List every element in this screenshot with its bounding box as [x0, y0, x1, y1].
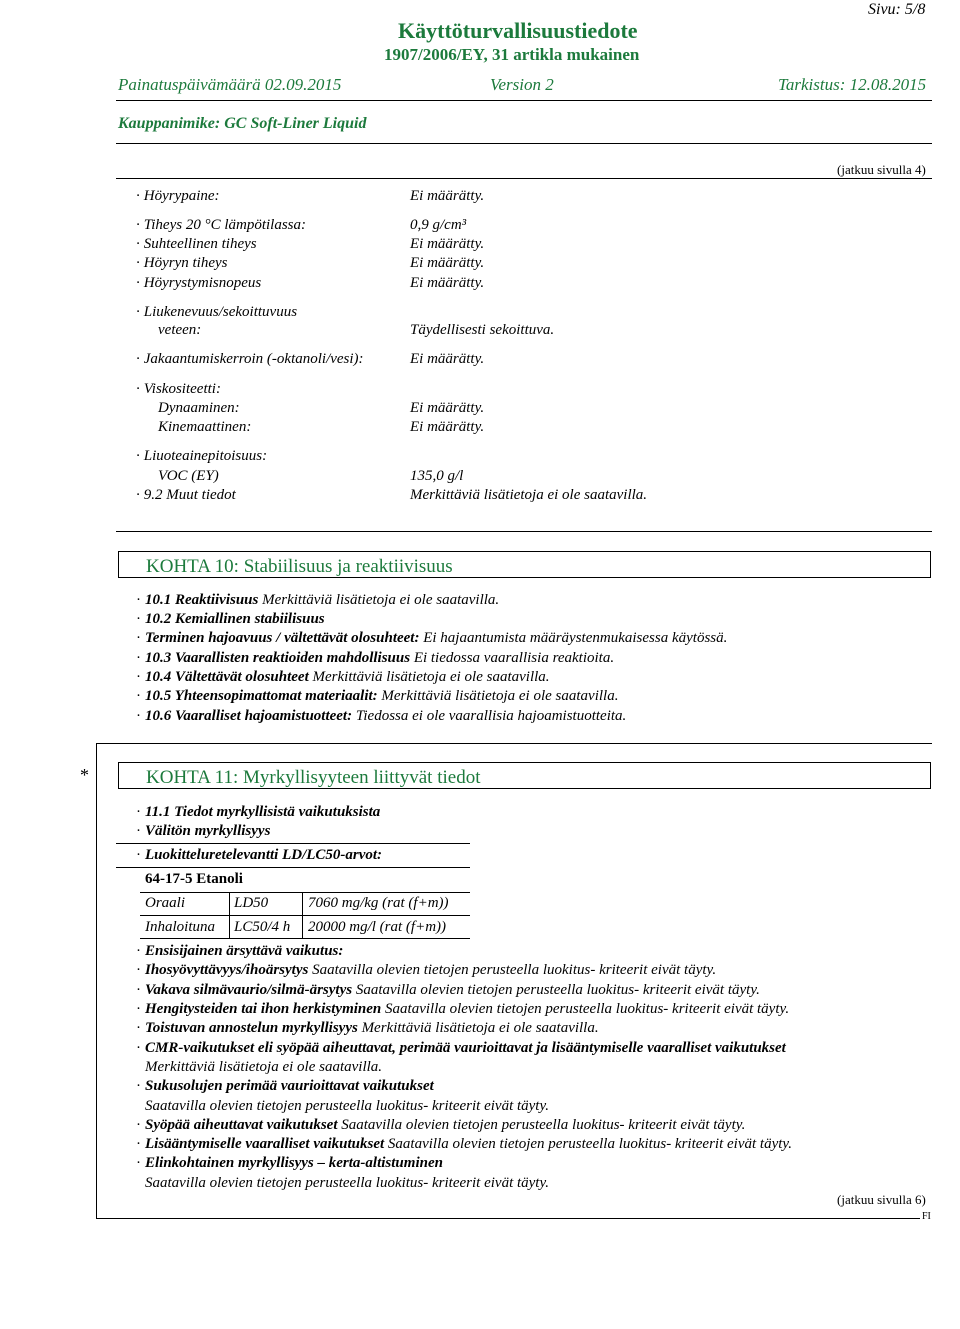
- s11-repeated-dose: · Toistuvan annostelun myrkyllisyys Merkittäviä lisätietoja ei ole saatavilla.: [136, 1020, 599, 1036]
- dynamic-value: Ei määrätty.: [410, 400, 485, 416]
- s11-toxic-effects: · 11.1 Tiedot myrkyllisistä vaikutuksista: [136, 804, 381, 820]
- s11-cmr-effects: · CMR-vaikutukset eli syöpää aiheuttavat, perimää vaurioittavat ja lisääntymiselle vaaralliset vaikutukset: [136, 1040, 786, 1056]
- vapour-pressure-value: Ei määrätty.: [410, 188, 485, 204]
- s10-stability: · 10.2 Kemiallinen stabiilisuus: [136, 611, 325, 627]
- s10-thermal: · Terminen hajoavuus / vältettävät olosuhteet: Ei hajaantumista määräystenmukaisessa käytössä.: [136, 630, 728, 646]
- section-10-header: KOHTA 10: Stabiilisuus ja reaktiivisuus: [118, 551, 931, 578]
- s11-eye-damage: · Vakava silmävaurio/silmä-ärsytys Saatavilla olevien tietojen perusteella luokitus- kriteerit eivät täyty.: [136, 982, 760, 998]
- solubility-label: · Liukenevuus/sekoittuvuus: [136, 304, 298, 320]
- substance-name: 64-17-5 Etanoli: [145, 871, 243, 887]
- vapour-density-value: Ei määrätty.: [410, 255, 485, 271]
- voc-value: 135,0 g/l: [410, 468, 464, 484]
- header-rule: [116, 100, 932, 101]
- ld50-value: 7060 mg/kg (rat (f+m)): [308, 895, 449, 911]
- s11-stot-single: · Elinkohtainen myrkyllisyys – kerta-altistuminen: [136, 1155, 443, 1171]
- s10-conditions: · 10.4 Vältettävät olosuhteet Merkittäviä lisätietoja ei ole saatavilla.: [136, 669, 550, 685]
- ld-table-top: [140, 892, 470, 893]
- ld-table-col1: [229, 892, 230, 938]
- ld50-label: LD50: [234, 895, 269, 911]
- revision-rule-top: [96, 743, 932, 744]
- solvent-label: · Liuoteainepitoisuus:: [136, 448, 268, 464]
- header-rule-2: [116, 143, 932, 144]
- document-title: Käyttöturvallisuustiedote: [398, 18, 638, 43]
- ld-box-rule: [116, 867, 470, 868]
- density-label: · Tiheys 20 °C lämpötilassa:: [136, 217, 307, 233]
- s11-primary-irritant: · Ensisijainen ärsyttävä vaikutus:: [136, 943, 344, 959]
- trade-name: Kauppanimike: GC Soft-Liner Liquid: [118, 115, 367, 132]
- continued-to: (jatkuu sivulla 6): [837, 1192, 926, 1207]
- content-top-rule: [116, 178, 932, 179]
- other-info-value: Merkittäviä lisätietoja ei ole saatavilla.: [410, 487, 648, 503]
- s11-germ-cell: · Sukusolujen perimää vaurioittavat vaikutukset: [136, 1078, 434, 1094]
- s11-skin-corrosion: · Ihosyövyttävyys/ihoärsytys Saatavilla olevien tietojen perusteella luokitus- kriteerit eivät täyty.: [136, 962, 717, 978]
- route-inhalation: Inhaloituna: [145, 919, 215, 935]
- evap-rate-label: · Höyrystymisnopeus: [136, 275, 262, 291]
- s10-hazardous-reactions: · 10.3 Vaarallisten reaktioiden mahdollisuus Ei tiedossa vaarallisia reaktioita.: [136, 650, 615, 666]
- solubility-value: Täydellisesti sekoittuva.: [410, 322, 555, 338]
- evap-rate-value: Ei määrätty.: [410, 275, 485, 291]
- language-code: FI: [922, 1211, 931, 1222]
- section-11-header: KOHTA 11: Myrkyllisyyteen liittyvät tiedot: [118, 762, 931, 789]
- ld-box-top: [116, 843, 470, 844]
- vapour-density-label: · Höyryn tiheys: [136, 255, 228, 271]
- solubility-sub-label: veteen:: [158, 322, 202, 338]
- continued-from: (jatkuu sivulla 4): [837, 162, 926, 177]
- s11-ld-values-label: · Luokitteluretelevantti LD/LC50-arvot:: [136, 847, 383, 863]
- rel-density-label: · Suhteellinen tiheys: [136, 236, 257, 252]
- document-subtitle: 1907/2006/EY, 31 artikla mukainen: [384, 45, 640, 64]
- revision-bar: [96, 743, 97, 1219]
- print-date: Painatuspäivämäärä 02.09.2015: [118, 75, 342, 94]
- dynamic-label: Dynaaminen:: [158, 400, 240, 416]
- other-info-label: · 9.2 Muut tiedot: [136, 487, 236, 503]
- voc-label: VOC (EY): [158, 468, 219, 484]
- s10-reactivity: · 10.1 Reaktiivisuus Merkittäviä lisätietoja ei ole saatavilla.: [136, 592, 500, 608]
- partition-label: · Jakaantumiskerroin (-oktanoli/vesi):: [136, 351, 364, 367]
- revision-star: *: [80, 765, 89, 785]
- page-number: Sivu: 5/8: [868, 1, 926, 18]
- s11-sensitisation: · Hengitysteiden tai ihon herkistyminen Saatavilla olevien tietojen perusteella luokitus- kriteerit eivät täyty.: [136, 1001, 790, 1017]
- s11-reproductive: · Lisääntymiselle vaaralliset vaikutukset Saatavilla olevien tietojen perusteella luokitus- kriteerit eivät täyty.: [136, 1136, 792, 1152]
- kinematic-label: Kinemaattinen:: [158, 419, 252, 435]
- rel-density-value: Ei määrätty.: [410, 236, 485, 252]
- vapour-pressure-label: · Höyrypaine:: [136, 188, 220, 204]
- footer-rule: [96, 1218, 932, 1219]
- s11-cmr-value: Merkittäviä lisätietoja ei ole saatavilla.: [145, 1059, 383, 1075]
- ld-table-bottom: [140, 938, 470, 939]
- lc50-value: 20000 mg/l (rat (f+m)): [308, 919, 447, 935]
- s11-acute-toxicity: · Välitön myrkyllisyys: [136, 823, 271, 839]
- s10-decomposition: · 10.6 Vaaralliset hajoamistuotteet: Tiedossa ei ole vaarallisia hajoamistuotteita.: [136, 708, 627, 724]
- route-oral: Oraali: [145, 895, 186, 911]
- kinematic-value: Ei määrätty.: [410, 419, 485, 435]
- version: Version 2: [490, 75, 554, 94]
- partition-value: Ei määrätty.: [410, 351, 485, 367]
- s10-incompatible: · 10.5 Yhteensopimattomat materiaalit: Merkittäviä lisätietoja ei ole saatavilla.: [136, 688, 619, 704]
- lc50-label: LC50/4 h: [234, 919, 291, 935]
- s11-carcinogenicity: · Syöpää aiheuttavat vaikutukset Saatavilla olevien tietojen perusteella luokitus- kriteerit eivät täyty.: [136, 1117, 746, 1133]
- ld-table-mid: [140, 915, 470, 916]
- s11-stot-value: Saatavilla olevien tietojen perusteella luokitus- kriteerit eivät täyty.: [145, 1175, 550, 1191]
- s11-germ-cell-value: Saatavilla olevien tietojen perusteella luokitus- kriteerit eivät täyty.: [145, 1098, 550, 1114]
- section-divider: [116, 531, 932, 532]
- viscosity-label: · Viskositeetti:: [136, 381, 221, 397]
- revision-date: Tarkistus: 12.08.2015: [778, 75, 927, 94]
- ld-table-col2: [302, 892, 303, 938]
- density-value: 0,9 g/cm³: [410, 217, 467, 233]
